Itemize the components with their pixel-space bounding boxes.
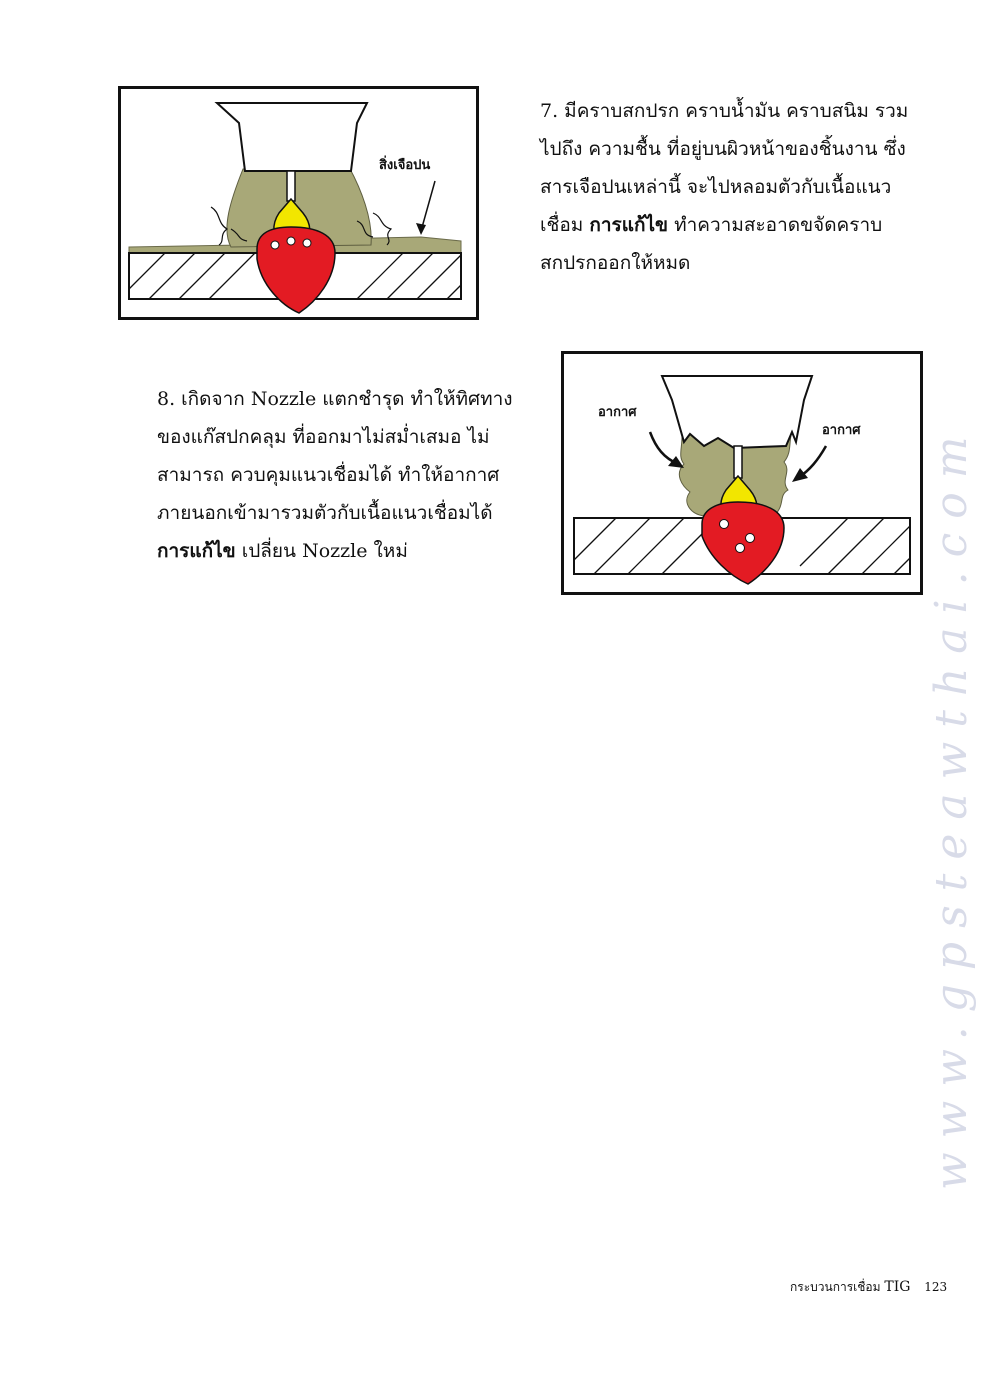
para7-line-1: 7. มีคราบสกปรก คราบน้ำมัน คราบสนิม รวม	[540, 100, 909, 122]
contaminant-arrow	[421, 181, 435, 231]
website-watermark	[922, 300, 982, 1200]
para8-line-3: สามารถ ควบคุมแนวเชื่อมได้ ทำให้อากาศ	[157, 464, 500, 486]
para8-line-1: 8. เกิดจาก Nozzle แตกชำรุด ทำให้ทิศทาง	[157, 388, 513, 410]
para8-line-4: ภายนอกเข้ามารวมตัวกับเนื้อแนวเชื่อมได้	[157, 502, 493, 524]
figure-broken-nozzle-weld	[561, 351, 923, 595]
para8-line-5-suffix: เปลี่ยน Nozzle ใหม่	[235, 540, 408, 562]
label-air-left: อากาศ	[598, 405, 637, 420]
para7-line-4-prefix: เชื่อม	[540, 214, 590, 236]
para8-line-2: ของแก๊สปกคลุม ที่ออกมาไม่สม่ำเสมอ ไม่	[157, 426, 490, 448]
tungsten-electrode	[287, 171, 295, 201]
label-air-right: อากาศ	[822, 423, 861, 438]
broken-nozzle	[662, 376, 812, 448]
broken-nozzle-illustration	[564, 354, 920, 592]
para7-line-4-suffix: ทำความสะอาดขจัดคราบ	[668, 214, 883, 236]
label-contaminant: สิ่งเจือปน	[379, 158, 431, 173]
paragraph-cause-7	[540, 92, 920, 282]
para8-line-5	[157, 532, 537, 570]
footer-title-suffix: TIG	[884, 1279, 911, 1295]
torch-nozzle	[217, 103, 367, 171]
para7-line-3: สารเจือปนเหล่านี้ จะไปหลอมตัวกับเนื้อแนว	[540, 176, 892, 198]
tungsten-electrode	[734, 446, 742, 478]
para7-line-4	[540, 206, 920, 244]
watermark-text: www.gpsteawthai.com	[926, 422, 977, 1190]
paragraph-cause-8	[157, 380, 537, 570]
page-number: 123	[924, 1280, 948, 1294]
figure-contaminant-weld	[118, 86, 479, 320]
para8-fix-label: การแก้ไข	[157, 540, 236, 562]
para7-line-5: สกปรกออกให้หมด	[540, 252, 691, 274]
para7-fix-label: การแก้ไข	[589, 214, 669, 236]
weld-pool	[257, 227, 335, 313]
contaminant-weld-illustration	[121, 89, 476, 317]
para7-line-2: ไปถึง ความชื้น ที่อยู่บนผิวหน้าของชิ้นงาน ซึ่ง	[540, 138, 906, 160]
footer-title: กระบวนการเชื่อม	[790, 1280, 881, 1294]
page-footer	[790, 1278, 947, 1297]
